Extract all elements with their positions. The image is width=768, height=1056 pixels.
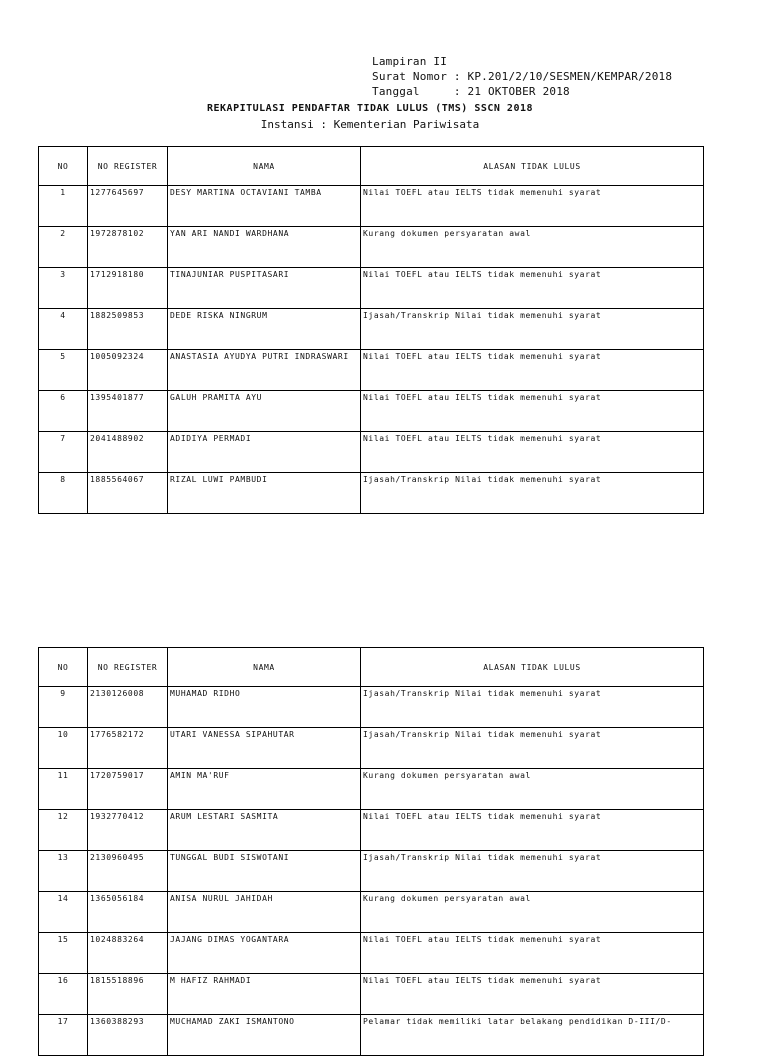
cell-no: 5: [39, 350, 88, 391]
cell-nama: AMIN MA'RUF: [168, 769, 361, 810]
cell-no: 1: [39, 186, 88, 227]
cell-register: 1024883264: [88, 933, 168, 974]
table-row: [39, 309, 704, 350]
cell-no: 10: [39, 728, 88, 769]
table-row: [39, 892, 704, 933]
table-row: [39, 350, 704, 391]
table-header-row: [39, 648, 704, 687]
cell-register: 1005092324: [88, 350, 168, 391]
table-header-row: [39, 147, 704, 186]
cell-alasan: Nilai TOEFL atau IELTS tidak memenuhi syarat: [361, 933, 704, 974]
header-nama: NAMA: [168, 648, 361, 687]
table-row: [39, 933, 704, 974]
cell-no: 17: [39, 1015, 88, 1056]
cell-no: 2: [39, 227, 88, 268]
cell-no: 16: [39, 974, 88, 1015]
cell-register: 2130960495: [88, 851, 168, 892]
cell-register: 1395401877: [88, 391, 168, 432]
cell-nama: ARUM LESTARI SASMITA: [168, 810, 361, 851]
cell-register: 1712918180: [88, 268, 168, 309]
cell-alasan: Nilai TOEFL atau IELTS tidak memenuhi syarat: [361, 350, 704, 391]
cell-alasan: Nilai TOEFL atau IELTS tidak memenuhi syarat: [361, 810, 704, 851]
cell-alasan: Nilai TOEFL atau IELTS tidak memenuhi syarat: [361, 186, 704, 227]
cell-nama: DESY MARTINA OCTAVIANI TAMBA: [168, 186, 361, 227]
cell-register: 1365056184: [88, 892, 168, 933]
cell-no: 8: [39, 473, 88, 514]
cell-register: 1815518896: [88, 974, 168, 1015]
table-row: [39, 687, 704, 728]
cell-nama: M HAFIZ RAHMADI: [168, 974, 361, 1015]
cell-nama: ADIDIYA PERMADI: [168, 432, 361, 473]
cell-nama: RIZAL LUWI PAMBUDI: [168, 473, 361, 514]
cell-nama: TUNGGAL BUDI SISWOTANI: [168, 851, 361, 892]
cell-register: 1360388293: [88, 1015, 168, 1056]
table-row: [39, 391, 704, 432]
cell-nama: YAN ARI NANDI WARDHANA: [168, 227, 361, 268]
document-title: REKAPITULASI PENDAFTAR TIDAK LULUS (TMS) SSCN 2018: [206, 103, 534, 114]
cell-alasan: Ijasah/Transkrip Nilai tidak memenuhi syarat: [361, 473, 704, 514]
cell-nama: MUHAMAD RIDHO: [168, 687, 361, 728]
cell-nama: TINAJUNIAR PUSPITASARI: [168, 268, 361, 309]
table-row: [39, 974, 704, 1015]
surat-nomor: Surat Nomor : KP.201/2/10/SESMEN/KEMPAR/2018: [372, 70, 673, 83]
header-alasan: ALASAN TIDAK LULUS: [361, 147, 704, 186]
cell-alasan: Ijasah/Transkrip Nilai tidak memenuhi syarat: [361, 309, 704, 350]
table-row: [39, 227, 704, 268]
header-no: NO: [39, 147, 88, 186]
table-row: [39, 728, 704, 769]
cell-alasan: Ijasah/Transkrip Nilai tidak memenuhi syarat: [361, 851, 704, 892]
cell-nama: GALUH PRAMITA AYU: [168, 391, 361, 432]
document-subtitle: Instansi : Kementerian Pariwisata: [260, 118, 480, 131]
cell-nama: DEDE RISKA NINGRUM: [168, 309, 361, 350]
cell-no: 14: [39, 892, 88, 933]
cell-alasan: Kurang dokumen persyaratan awal: [361, 769, 704, 810]
cell-nama: UTARI VANESSA SIPAHUTAR: [168, 728, 361, 769]
table-row: [39, 851, 704, 892]
cell-register: 1720759017: [88, 769, 168, 810]
cell-no: 13: [39, 851, 88, 892]
cell-no: 7: [39, 432, 88, 473]
cell-nama: ANISA NURUL JAHIDAH: [168, 892, 361, 933]
cell-alasan: Nilai TOEFL atau IELTS tidak memenuhi syarat: [361, 391, 704, 432]
cell-no: 4: [39, 309, 88, 350]
recap-table-2: [38, 647, 704, 1056]
cell-alasan: Ijasah/Transkrip Nilai tidak memenuhi syarat: [361, 728, 704, 769]
header-alasan: ALASAN TIDAK LULUS: [361, 648, 704, 687]
cell-alasan: Kurang dokumen persyaratan awal: [361, 227, 704, 268]
recap-table-1: [38, 146, 704, 514]
table-row: [39, 1015, 704, 1056]
header-register: NO REGISTER: [88, 147, 168, 186]
cell-nama: MUCHAMAD ZAKI ISMANTONO: [168, 1015, 361, 1056]
cell-nama: JAJANG DIMAS YOGANTARA: [168, 933, 361, 974]
cell-no: 6: [39, 391, 88, 432]
table-row: [39, 432, 704, 473]
letter-reference: [372, 54, 672, 99]
cell-register: 1885564067: [88, 473, 168, 514]
table-row: [39, 810, 704, 851]
cell-alasan: Nilai TOEFL atau IELTS tidak memenuhi syarat: [361, 432, 704, 473]
cell-alasan: Kurang dokumen persyaratan awal: [361, 892, 704, 933]
cell-no: 3: [39, 268, 88, 309]
header-no: NO: [39, 648, 88, 687]
cell-register: 2041488902: [88, 432, 168, 473]
cell-alasan: Pelamar tidak memiliki latar belakang pendidikan D-III/D-: [361, 1015, 704, 1056]
header-nama: NAMA: [168, 147, 361, 186]
cell-alasan: Ijasah/Transkrip Nilai tidak memenuhi syarat: [361, 687, 704, 728]
cell-register: 1972878102: [88, 227, 168, 268]
cell-no: 12: [39, 810, 88, 851]
tanggal: Tanggal : 21 OKTOBER 2018: [372, 85, 570, 98]
cell-no: 15: [39, 933, 88, 974]
cell-register: 1932770412: [88, 810, 168, 851]
cell-register: 1776582172: [88, 728, 168, 769]
table-row: [39, 769, 704, 810]
header-register: NO REGISTER: [88, 648, 168, 687]
cell-register: 1277645697: [88, 186, 168, 227]
table-row: [39, 473, 704, 514]
cell-nama: ANASTASIA AYUDYA PUTRI INDRASWARI: [168, 350, 361, 391]
table-row: [39, 186, 704, 227]
cell-alasan: Nilai TOEFL atau IELTS tidak memenuhi syarat: [361, 974, 704, 1015]
cell-register: 1882509853: [88, 309, 168, 350]
cell-register: 2130126008: [88, 687, 168, 728]
cell-alasan: Nilai TOEFL atau IELTS tidak memenuhi syarat: [361, 268, 704, 309]
cell-no: 9: [39, 687, 88, 728]
table-row: [39, 268, 704, 309]
cell-no: 11: [39, 769, 88, 810]
lampiran-label: Lampiran II: [372, 55, 448, 68]
